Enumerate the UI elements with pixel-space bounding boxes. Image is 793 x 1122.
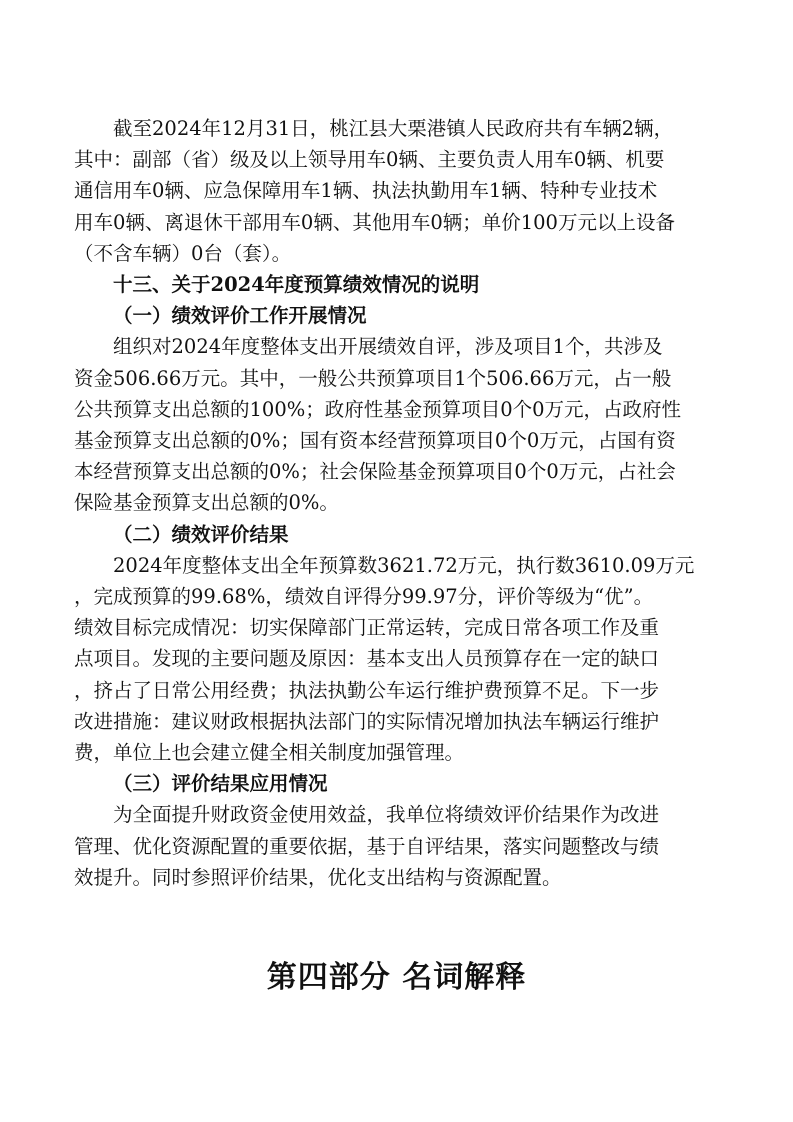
vehicles-paragraph	[74, 113, 720, 269]
text-line: 为全面提升财政资金使用效益，我单位将绩效评价结果作为改进	[113, 803, 660, 827]
subsection-1-heading: （一）绩效评价工作开展情况	[113, 304, 367, 328]
text-line: ，完成预算的99.68%，绩效自评得分99.97分，评价等级为“优”。	[74, 585, 654, 609]
document-body	[74, 113, 720, 893]
text-line: 保险基金预算支出总额的0%。	[74, 491, 339, 515]
text-line: 通信用车0辆、应急保障用车1辆、执法执勤用车1辆、特种专业技术	[74, 179, 658, 203]
text-line: 基金预算支出总额的0%；国有资本经营预算项目0个0万元，占国有资	[74, 429, 676, 453]
text-line: 费，单位上也会建立健全相关制度加强管理。	[74, 741, 465, 765]
text-line: 点项目。发现的主要问题及原因：基本支出人员预算存在一定的缺口	[74, 647, 660, 671]
text-line: 绩效目标完成情况：切实保障部门正常运转，完成日常各项工作及重	[74, 616, 660, 640]
text-line: 公共预算支出总额的100%；政府性基金预算项目0个0万元，占政府性	[74, 397, 682, 421]
text-line: 本经营预算支出总额的0%；社会保险基金预算项目0个0万元，占社会	[74, 460, 676, 484]
text-line: 改进措施：建议财政根据执法部门的实际情况增加执法车辆运行维护	[74, 709, 660, 733]
text-line: 资金506.66万元。其中，一般公共预算项目1个506.66万元，占一般	[74, 366, 672, 390]
subsection-3-heading: （三）评价结果应用情况	[113, 772, 328, 796]
text-line: 截至2024年12月31日，桃江县大栗港镇人民政府共有车辆2辆，	[113, 117, 674, 140]
text-line: 管理、优化资源配置的重要依据，基于自评结果，落实问题整改与绩	[74, 834, 660, 858]
text-line: 组织对2024年度整体支出开展绩效自评，涉及项目1个，共涉及	[113, 335, 663, 359]
part-4-title: 第四部分 名词解释	[266, 960, 527, 995]
section-13-heading: 十三、关于2024年度预算绩效情况的说明	[113, 273, 480, 297]
text-line: ，挤占了日常公用经费；执法执勤公车运行维护费预算不足。下一步	[74, 678, 660, 702]
text-line: 2024年度整体支出全年预算数3621.72万元，执行数3610.09万元	[113, 553, 695, 577]
subsection-1-paragraph	[74, 331, 720, 518]
text-line: 用车0辆、离退休干部用车0辆、其他用车0辆；单价100万元以上设备	[74, 210, 675, 234]
text-line: （不含车辆）0台（套）。	[74, 241, 292, 265]
text-line: 其中：副部（省）级及以上领导用车0辆、主要负责人用车0辆、机要	[74, 148, 665, 172]
subsection-2-heading: （二）绩效评价结果	[113, 522, 289, 546]
subsection-2-paragraph	[74, 550, 720, 768]
text-line: 效提升。同时参照评价结果，优化支出结构与资源配置。	[74, 865, 562, 889]
subsection-3-paragraph	[74, 799, 720, 893]
